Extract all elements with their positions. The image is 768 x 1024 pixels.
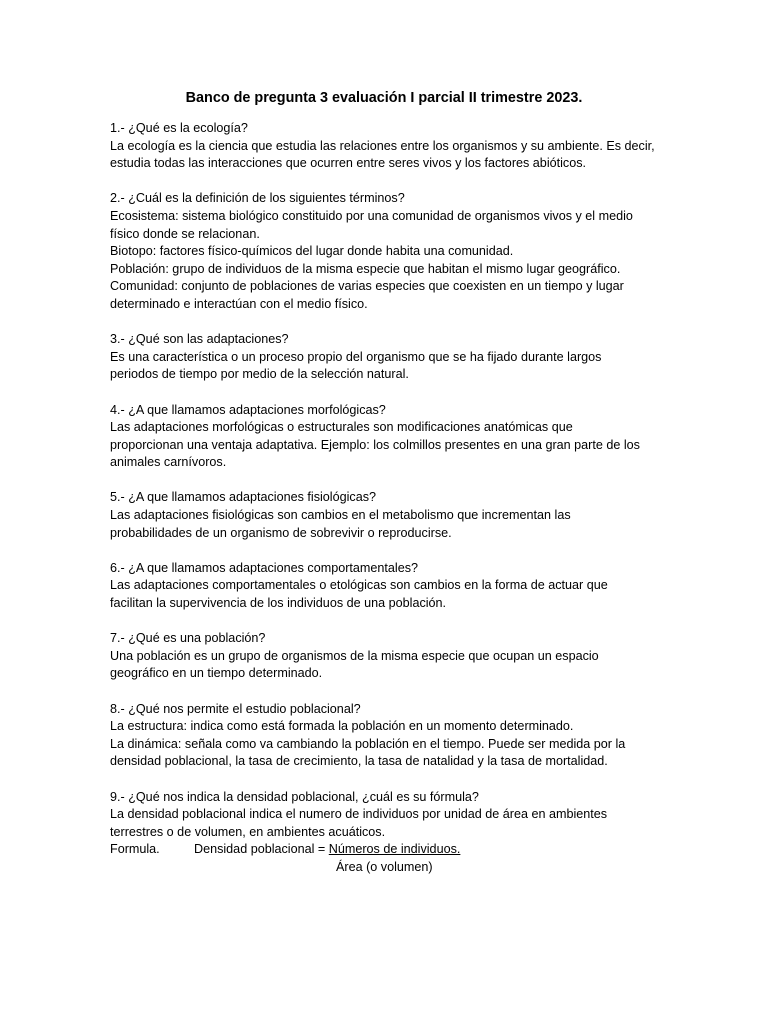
question-block-7	[110, 630, 658, 683]
answer-line: Comunidad: conjunto de poblaciones de varias especies que coexisten en un tiempo y lugar	[110, 279, 624, 294]
answer-line: Biotopo: factores físico-químicos del lugar donde habita una comunidad.	[110, 244, 514, 259]
question-heading: 1.- ¿Qué es la ecología?	[110, 121, 248, 135]
question-heading: 2.- ¿Cuál es la definición de los siguientes términos?	[110, 191, 405, 206]
formula-lhs: Densidad poblacional =	[193, 842, 329, 857]
answer-line: animales carnívoros.	[110, 455, 227, 470]
answer-line: probabilidades de un organismo de sobrevivir o reproducirse.	[110, 525, 452, 540]
answer-line: Las adaptaciones morfológicas o estructurales son modificaciones anatómicas que	[110, 420, 573, 435]
answer-line: físico donde se relacionan.	[110, 226, 260, 241]
question-heading: 8.- ¿Qué nos permite el estudio poblacional?	[110, 701, 361, 716]
answer-line: facilitan la supervivencia de los individuos de una población.	[110, 596, 447, 611]
formula-numerator: Números de individuos.	[328, 842, 461, 857]
question-heading: 3.- ¿Qué son las adaptaciones?	[110, 332, 289, 347]
answer-line: determinado e interactúan con el medio físico.	[110, 296, 368, 311]
answer-line: Una población es un grupo de organismos de la misma especie que ocupan un espacio	[110, 648, 599, 663]
answer-line: geográfico en un tiempo determinado.	[110, 666, 323, 681]
formula-denominator: Área (o volumen)	[336, 859, 433, 874]
question-block-2	[110, 190, 658, 313]
answer-line: Las adaptaciones comportamentales o etológicas son cambios en la forma de actuar que	[110, 578, 608, 593]
question-heading: 7.- ¿Qué es una población?	[110, 631, 266, 646]
answer-line: Ecosistema: sistema biológico constituido por una comunidad de organismos vivos y el medio	[110, 208, 633, 223]
answer-line: La densidad poblacional indica el numero de individuos por unidad de área en ambientes	[110, 807, 608, 822]
answer-line: Es una característica o un proceso propio del organismo que se ha fijado durante largos	[110, 349, 602, 364]
answer-line: proporcionan una ventaja adaptativa. Ejemplo: los colmillos presentes en una gran parte de los	[110, 437, 640, 452]
question-block-9	[110, 789, 658, 877]
question-heading: 5.- ¿A que llamamos adaptaciones fisiológicas?	[110, 490, 377, 505]
formula-line	[110, 841, 658, 859]
answer-line: La dinámica: señala como va cambiando la población en el tiempo. Puede ser medida por la	[110, 736, 626, 751]
answer-line: La ecología es la ciencia que estudia las relaciones entre los organismos y su ambiente. Es decir,	[110, 138, 655, 153]
question-heading: 4.- ¿A que llamamos adaptaciones morfológicas?	[110, 402, 386, 417]
question-heading: 6.- ¿A que llamamos adaptaciones comportamentales?	[110, 560, 419, 575]
answer-line: Población: grupo de individuos de la misma especie que habitan el mismo lugar geográfico.	[110, 261, 621, 276]
question-heading: 9.- ¿Qué nos indica la densidad poblacional, ¿cuál es su fórmula?	[110, 789, 479, 804]
question-block-6	[110, 560, 658, 613]
answer-line: La estructura: indica como está formada la población en un momento determinado.	[110, 719, 574, 734]
answer-line: Las adaptaciones fisiológicas son cambios en el metabolismo que incrementan las	[110, 508, 571, 523]
answer-line: densidad poblacional, la tasa de crecimiento, la tasa de natalidad y la tasa de mortalidad.	[110, 754, 608, 769]
question-block-5	[110, 489, 658, 542]
question-block-1	[110, 120, 658, 173]
answer-line: periodos de tiempo por medio de la selección natural.	[110, 367, 409, 382]
question-block-3	[110, 331, 658, 384]
answer-line: terrestres o de volumen, en ambientes acuáticos.	[110, 824, 386, 839]
page-title: Banco de pregunta 3 evaluación I parcial II trimestre 2023.	[185, 90, 583, 106]
answer-line: estudia todas las interacciones que ocurren entre seres vivos y los factores abióticos.	[110, 156, 587, 171]
formula-label: Formula.	[110, 842, 160, 857]
question-block-4	[110, 402, 658, 472]
question-block-8	[110, 701, 658, 771]
question-list	[110, 120, 658, 894]
